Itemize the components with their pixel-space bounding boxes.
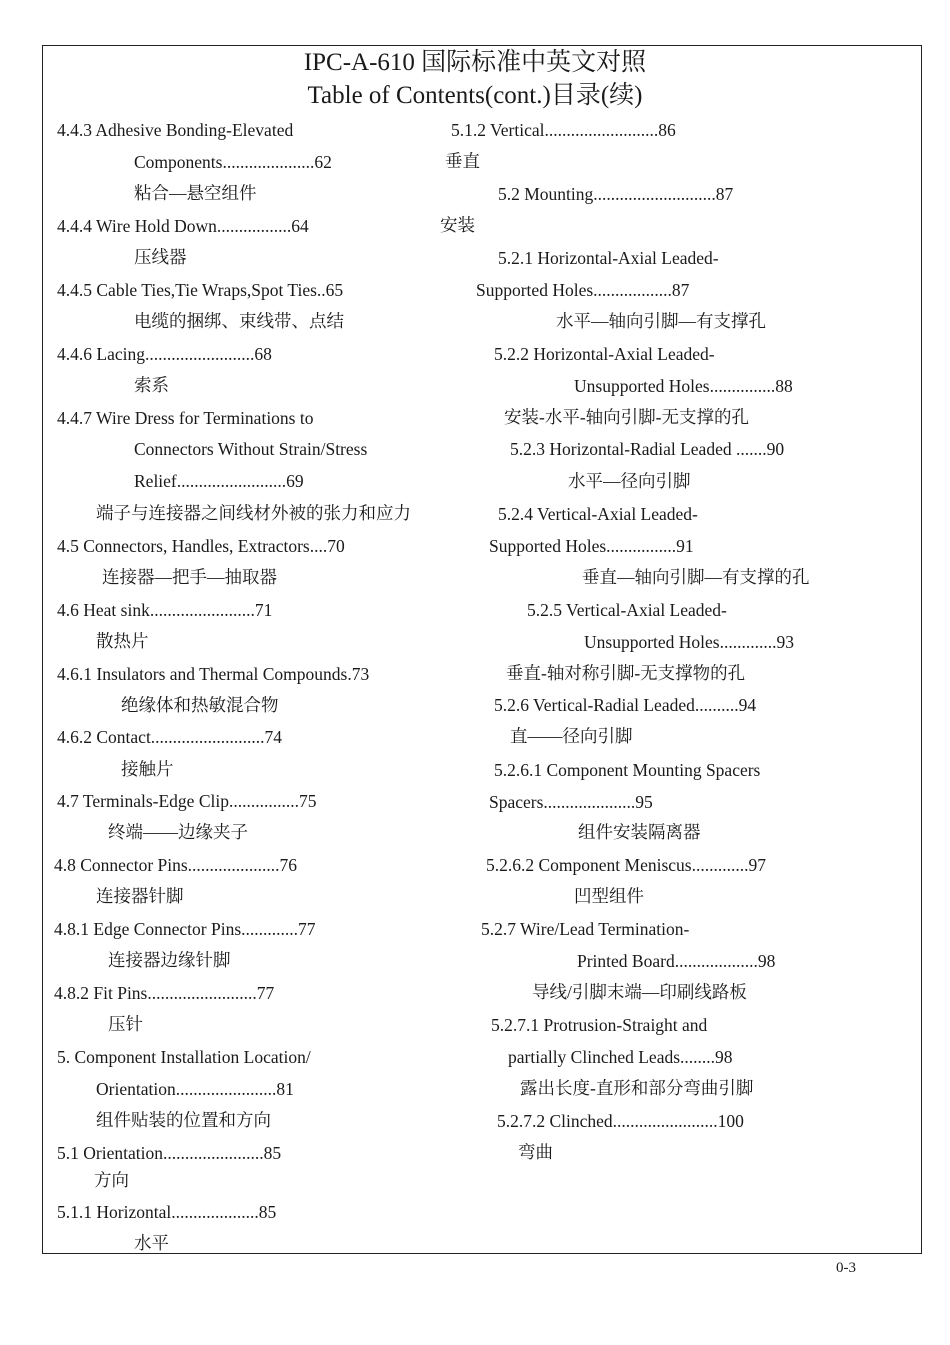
toc-entry: 4.7 Terminals-Edge Clip................75: [57, 791, 317, 811]
toc-entry: 5.2.2 Horizontal-Axial Leaded-: [494, 344, 715, 364]
toc-entry: 4.8 Connector Pins.....................76: [54, 855, 298, 875]
toc-entry: 4.5 Connectors, Handles, Extractors....70: [57, 536, 345, 556]
toc-entry: 5.2.6.1 Component Mounting Spacers: [494, 760, 761, 780]
toc-entry: 4.8.1 Edge Connector Pins.............77: [54, 919, 316, 939]
toc-entry: Supported Holes..................87: [476, 280, 690, 300]
toc-entry: 5.2.1 Horizontal-Axial Leaded-: [498, 248, 719, 268]
page-number: 0-3: [836, 1260, 856, 1276]
toc-entry-cn: 终端——边缘夹子: [108, 822, 248, 842]
toc-entry: 5.2 Mounting............................87: [498, 184, 734, 204]
page-title: IPC-A-610 国际标准中英文对照: [303, 49, 647, 76]
toc-entry-cn: 压针: [108, 1014, 143, 1034]
toc-entry: 4.4.6 Lacing.........................68: [57, 344, 272, 364]
toc-entry-cn: 露出长度-直形和部分弯曲引脚: [520, 1078, 754, 1098]
toc-entry-cn: 连接器—把手—抽取器: [102, 567, 277, 587]
toc-entry-cn: 端子与连接器之间线材外被的张力和应力: [96, 503, 411, 523]
toc-entry: 5.2.7 Wire/Lead Termination-: [481, 919, 690, 939]
toc-entry-cn: 弯曲: [518, 1142, 553, 1162]
toc-entry: 4.6.2 Contact..........................74: [57, 727, 283, 747]
toc-entry: Unsupported Holes.............93: [584, 632, 794, 652]
toc-entry: 4.6.1 Insulators and Thermal Compounds.73: [57, 664, 370, 684]
toc-entry: 5.2.7.1 Protrusion-Straight and: [491, 1015, 708, 1035]
toc-entry: 5.2.7.2 Clinched........................100: [497, 1111, 744, 1131]
toc-entry-cn: 水平: [134, 1233, 169, 1253]
toc-entry: Supported Holes................91: [489, 536, 694, 556]
toc-entry: 4.4.7 Wire Dress for Terminations to: [57, 408, 314, 428]
toc-entry: Connectors Without Strain/Stress: [134, 439, 368, 459]
toc-entry: 4.4.5 Cable Ties,Tie Wraps,Spot Ties..65: [57, 280, 344, 300]
toc-entry: 4.4.3 Adhesive Bonding-Elevated: [57, 120, 294, 140]
toc-entry-cn: 安装: [440, 215, 475, 235]
toc-entry-cn: 垂直—轴向引脚—有支撑的孔: [582, 567, 810, 587]
toc-entry: Spacers.....................95: [489, 792, 653, 812]
toc-entry: Orientation.......................81: [96, 1079, 294, 1099]
toc-entry-cn: 连接器针脚: [96, 886, 184, 906]
toc-entry-cn: 安装-水平-轴向引脚-无支撑的孔: [504, 407, 749, 427]
toc-entry-cn: 电缆的捆绑、束线带、点结: [134, 311, 344, 331]
toc-entry-cn: 组件贴装的位置和方向: [96, 1110, 271, 1130]
toc-entry-cn: 垂直: [445, 151, 480, 171]
toc-entry: 5.1.2 Vertical..........................86: [451, 120, 676, 140]
toc-entry-cn: 组件安装隔离器: [578, 822, 701, 842]
toc-entry-cn: 水平—径向引脚: [568, 471, 691, 491]
toc-entry: 5.2.4 Vertical-Axial Leaded-: [498, 504, 698, 524]
toc-entry: Unsupported Holes...............88: [574, 376, 793, 396]
toc-entry: Relief.........................69: [134, 471, 304, 491]
toc-entry: Printed Board...................98: [577, 951, 776, 971]
toc-entry: 4.4.4 Wire Hold Down.................64: [57, 216, 309, 236]
toc-entry-cn: 索系: [134, 375, 169, 395]
toc-entry-cn: 压线器: [134, 247, 187, 267]
page-subtitle: Table of Contents(cont.)目录(续): [307, 82, 643, 109]
toc-entry-cn: 导线/引脚末端—印刷线路板: [532, 982, 747, 1002]
toc-entry-cn: 绝缘体和热敏混合物: [121, 695, 279, 715]
toc-entry-cn: 直——径向引脚: [510, 726, 633, 746]
toc-entry: 5.2.5 Vertical-Axial Leaded-: [527, 600, 727, 620]
toc-entry: 5.2.6 Vertical-Radial Leaded..........94: [494, 695, 757, 715]
toc-entry: Components.....................62: [134, 152, 332, 172]
toc-entry: 5.1.1 Horizontal....................85: [57, 1202, 277, 1222]
toc-entry-cn: 方向: [94, 1170, 129, 1190]
toc-entry-cn: 粘合—悬空组件: [134, 183, 257, 203]
toc-entry: 5.1 Orientation.......................85: [57, 1143, 282, 1163]
toc-entry: 4.6 Heat sink........................71: [57, 600, 273, 620]
toc-entry-cn: 垂直-轴对称引脚-无支撑物的孔: [506, 663, 746, 683]
toc-entry-cn: 凹型组件: [574, 886, 644, 906]
toc-entry: partially Clinched Leads........98: [508, 1047, 733, 1067]
toc-entry-cn: 接触片: [121, 759, 174, 779]
toc-entry: 4.8.2 Fit Pins.........................77: [54, 983, 275, 1003]
toc-entry-cn: 连接器边缘针脚: [108, 950, 231, 970]
toc-entry-cn: 散热片: [96, 631, 149, 651]
toc-entry: 5. Component Installation Location/: [57, 1047, 311, 1067]
toc-entry: 5.2.6.2 Component Meniscus.............97: [486, 855, 766, 875]
toc-entry-cn: 水平—轴向引脚—有支撑孔: [556, 311, 766, 331]
toc-entry: 5.2.3 Horizontal-Radial Leaded .......90: [510, 439, 785, 459]
